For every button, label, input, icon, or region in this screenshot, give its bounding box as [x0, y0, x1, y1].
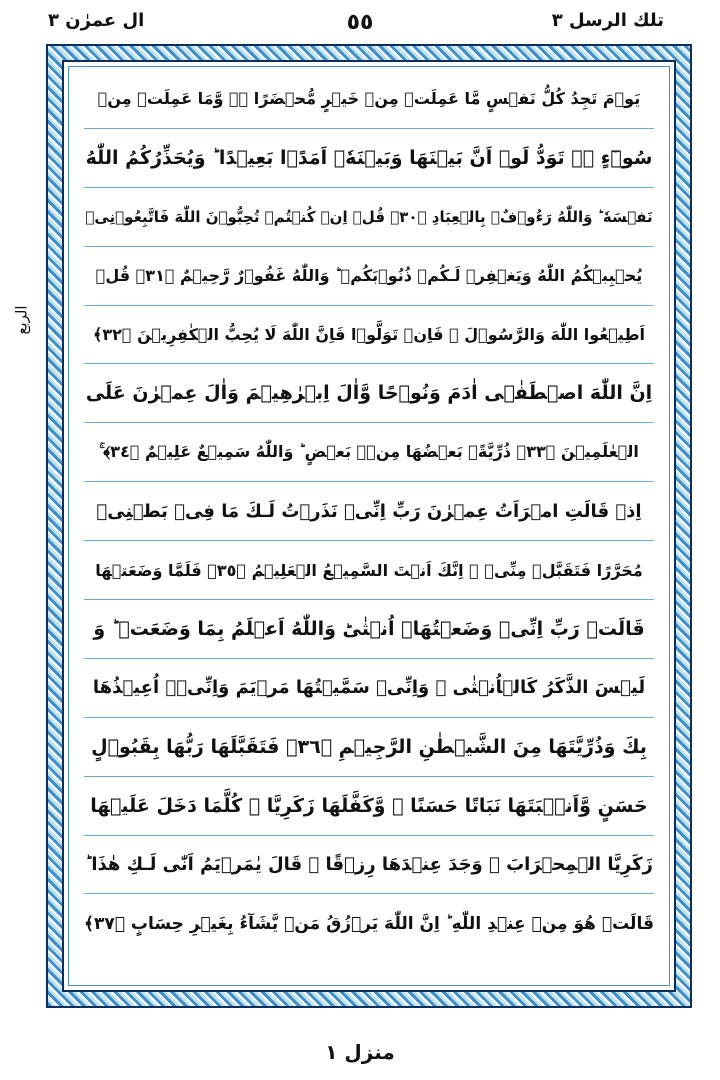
- verse-line-15: قَالَتۡ هُوَ مِنۡ عِنۡدِ اللّٰهِ ؕ اِنَّ اللّٰهَ يَرۡزُقُ مَنۡ يَّشَآءُ بِغَيۡرِ حِسَابٍ ﴿٣٧﴾: [84, 914, 654, 935]
- verse-line-13: حَسَنٍ وَّاَنۡۢبَتَهَا نَبَاتًا حَسَنًا ۙ وَّكَفَّلَهَا زَكَرِيَّا ۚ كُلَّمَا دَخَلَ عَلَيۡهَا: [84, 777, 654, 836]
- surah-name: ال عمرٰن ٣: [48, 10, 145, 31]
- verse-line-10: قَالَتۡ رَبِّ اِنِّىۡ وَضَعۡتُهَاۤ اُنۡثٰىؕ وَاللّٰهُ اَعۡلَمُ بِمَا وَضَعَتۡ ؕ وَ: [84, 600, 654, 659]
- verse-line-12: بِكَ وَذُرِّيَّتَهَا مِنَ الشَّيۡطٰنِ الرَّجِيۡمِ ﴿٣٦﴾ فَتَقَبَّلَهَا رَبُّهَا بِقَبُوۡلٍ: [84, 718, 654, 777]
- margin-note-text: الربع: [13, 305, 31, 335]
- verse-line-8: اِذۡ قَالَتِ امۡرَاَتُ عِمۡرٰنَ رَبِّ اِنِّىۡ نَذَرۡتُ لَـكَ مَا فِىۡ بَطۡنِىۡ: [84, 482, 654, 541]
- verse-line-9: مُحَرَّرًا فَتَقَبَّلۡ مِنِّىۡ ۚ اِنَّكَ اَنۡتَ السَّمِيۡعُ الۡعَلِيۡمُ ﴿٣٥﴾ فَلَمَّا وَضَعَتۡهَا: [84, 541, 654, 600]
- verse-line-1: يَوۡمَ تَجِدُ كُلُّ نَفۡسٍ مَّا عَمِلَتۡ مِنۡ خَيۡرٍ مُّحۡضَرًا ۖۛ وَّمَا عَمِلَتۡ مِنۡ: [84, 70, 654, 129]
- juz-name: تلك الرسل ٣: [551, 10, 664, 31]
- ornamental-border: [46, 44, 692, 1008]
- verse-line-6: اِنَّ اللّٰهَ اصۡطَفٰۤى اٰدَمَ وَنُوۡحًا وَّاٰلَ اِبۡرٰهِيۡمَ وَاٰلَ عِمۡرٰنَ عَلَى: [84, 364, 654, 423]
- verse-line-3: نَفۡسَهٗ ؕ وَاللّٰهُ رَءُوۡفٌۢ بِالۡعِبَادِ ﴿٣٠﴾ قُلۡ اِنۡ كُنۡتُمۡ تُحِبُّوۡنَ اللّٰهَ فَاتَّبِعُوۡنِىۡ: [84, 188, 654, 247]
- verse-line-4: يُحۡبِبۡكُمُ اللّٰهُ وَيَغۡفِرۡ لَـكُمۡ ذُنُوۡبَكُمۡ ؕ وَاللّٰهُ غَفُوۡرٌ رَّحِيۡمٌ ﴿٣١﴾ قُلۡ: [84, 247, 654, 306]
- verse-line-14: زَكَرِيَّا الۡمِحۡرَابَ ۙ وَجَدَ عِنۡدَهَا رِزۡقًا ۚ قَالَ يٰمَرۡيَمُ اَنّٰى لَـكِ هٰذَا ؕ: [84, 836, 654, 895]
- margin-note: [0, 60, 44, 580]
- page-number: ٥٥: [346, 10, 374, 35]
- verse-line-7: الۡعٰلَمِيۡنَ ﴿٣٣﴾ ذُرِّيَّةًۢ بَعۡضُهَا مِنۡۢ بَعۡضٍ ؕ وَاللّٰهُ سَمِيۡعٌ عَلِيۡمٌ ﴿٣٤﴾ ۚ: [84, 423, 654, 482]
- text-panel: [62, 60, 676, 992]
- verse-line-2: سُوۡٓءٍ ۚۛ تَوَدُّ لَوۡ اَنَّ بَيۡنَهَا وَبَيۡنَهٗۤ اَمَدًۢا بَعِيۡدًا ؕ وَيُحَذِّرُكُمُ اللّٰهُ: [84, 129, 654, 188]
- verse-lines: [84, 70, 654, 980]
- verse-line-11: لَيۡسَ الذَّكَرُ كَالۡاُنۡثٰى ۚ وَاِنِّىۡ سَمَّيۡتُهَا مَرۡيَمَ وَاِنِّىۡۤ اُعِيۡذُهَا: [84, 659, 654, 718]
- page-header: [0, 10, 720, 46]
- verse-line-5: اَطِيۡعُوا اللّٰهَ وَالرَّسُوۡلَ ۚ فَاِنۡ تَوَلَّوۡا فَاِنَّ اللّٰهَ لَا يُحِبُّ الۡكٰفِرِيۡنَ ﴿٣٢﴾: [84, 306, 654, 365]
- manzil-footer: منزل ١: [325, 1040, 395, 1064]
